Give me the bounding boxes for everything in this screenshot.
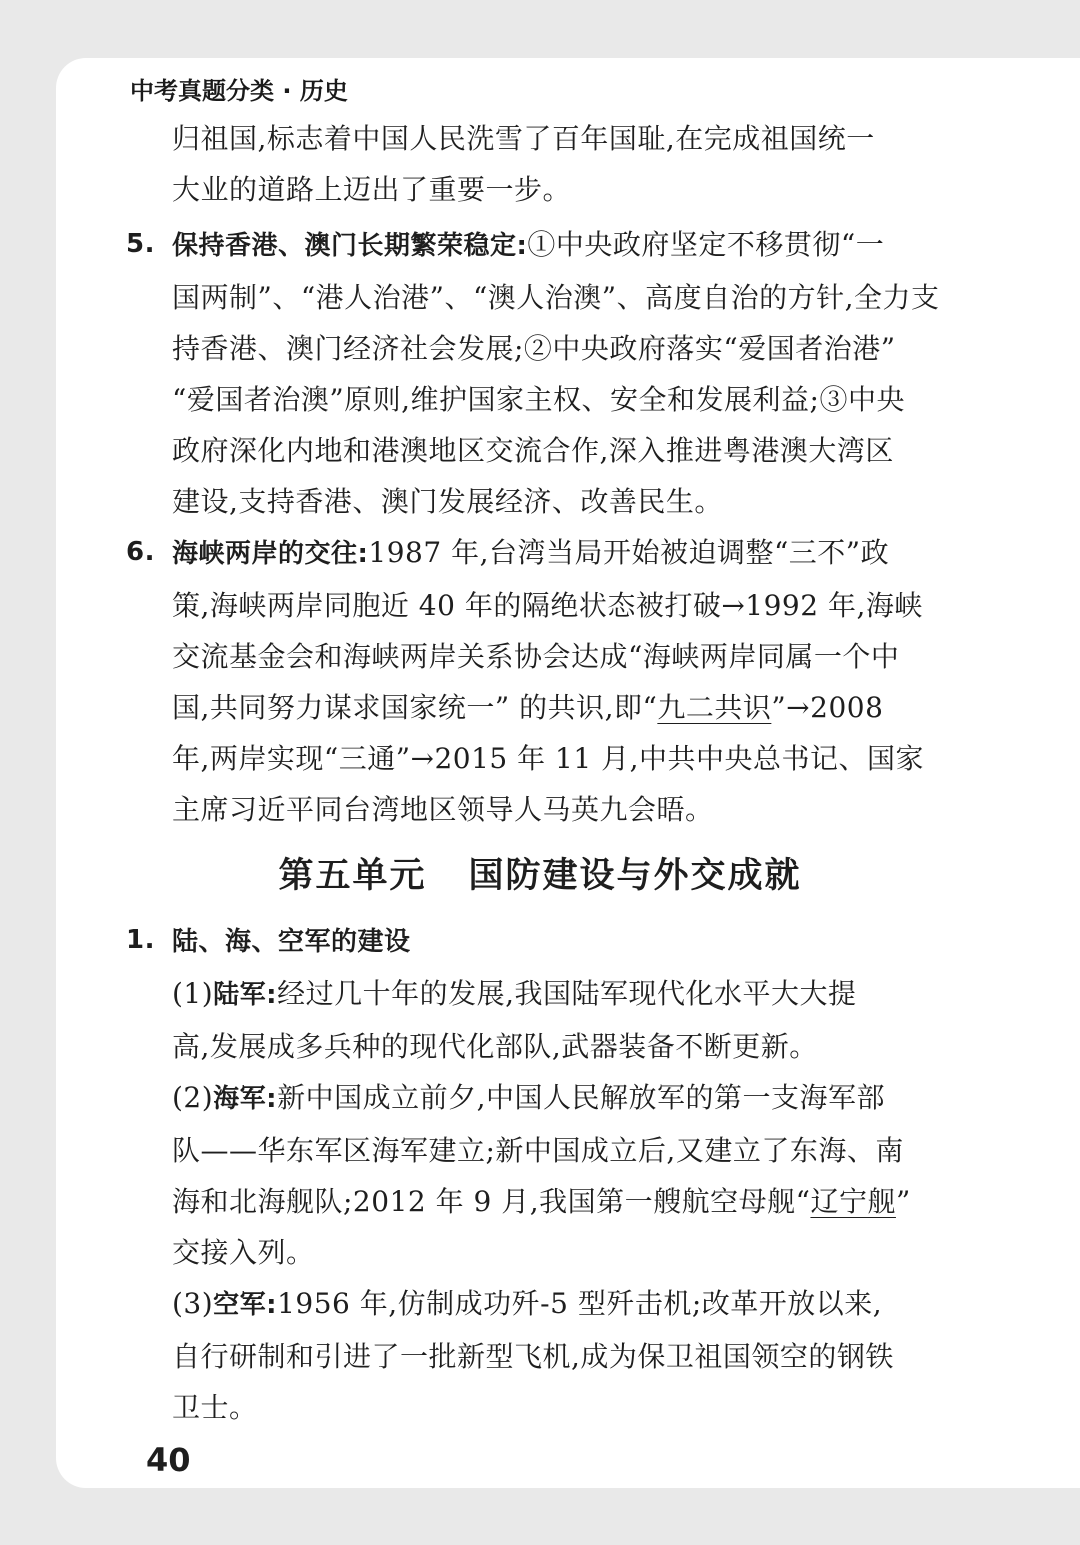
navy-text: ” xyxy=(895,1185,911,1218)
item-6-text: ”→2008 xyxy=(771,691,884,724)
item-5-line: 建设,支持香港、澳门发展经济、改善民生。 xyxy=(172,485,723,518)
item-5-first-line xyxy=(0,219,950,272)
item-6-line: 交流基金会和海峡两岸关系协会达成“海峡两岸同属一个中 xyxy=(172,640,900,673)
airforce-prefix: (3) xyxy=(172,1287,214,1320)
item-5-line: 持香港、澳门经济社会发展;②中央政府落实“爱国者治港” xyxy=(172,332,896,365)
airforce-text: 1956 年,仿制成功歼-5 型歼击机;改革开放以来, xyxy=(277,1287,883,1320)
navy-first-line xyxy=(0,1072,950,1125)
page-number: 40 xyxy=(146,1441,191,1479)
item-5-title: 保持香港、澳门长期繁荣稳定: xyxy=(172,231,528,261)
navy-line xyxy=(0,1176,950,1227)
navy-line: 交接入列。 xyxy=(172,1236,315,1269)
army-line: 高,发展成多兵种的现代化部队,武器装备不断更新。 xyxy=(172,1030,818,1063)
key-term-liaoning: 辽宁舰 xyxy=(810,1185,896,1218)
key-term-92-consensus: 九二共识 xyxy=(657,691,772,724)
navy-text: 海和北海舰队;2012 年 9 月,我国第一艘航空母舰“ xyxy=(172,1185,811,1218)
airforce-line: 自行研制和引进了一批新型飞机,成为保卫祖国领空的钢铁 xyxy=(172,1340,894,1373)
airforce-line: 卫士。 xyxy=(172,1391,258,1424)
army-label: 陆军: xyxy=(213,980,278,1010)
item-6 xyxy=(0,527,1080,835)
section-1-number: 1. xyxy=(126,925,155,955)
item-5-number: 5. xyxy=(126,229,155,259)
army-first-line xyxy=(0,968,950,1021)
item-5-line: 国两制”、“港人治港”、“澳人治澳”、高度自治的方针,全力支 xyxy=(172,281,940,314)
navy-line: 队——华东军区海军建立;新中国成立后,又建立了东海、南 xyxy=(172,1134,904,1167)
item-6-first-line xyxy=(0,527,950,580)
item-6-line: 主席习近平同台湾地区领导人马英九会晤。 xyxy=(172,793,714,826)
item-5-text: ①中央政府坚定不移贯彻“一 xyxy=(527,228,885,261)
item-6-title: 海峡两岸的交往: xyxy=(172,539,369,569)
section-1-title: 陆、海、空军的建设 xyxy=(172,927,411,957)
page-content xyxy=(0,113,1080,1433)
army-prefix: (1) xyxy=(172,977,214,1010)
section-1-heading xyxy=(0,915,950,968)
airforce-label: 空军: xyxy=(213,1290,278,1320)
item-5-line: 政府深化内地和港澳地区交流合作,深入推进粤港澳大湾区 xyxy=(172,434,894,467)
item-6-text: 国,共同努力谋求国家统一” 的共识,即“ xyxy=(172,691,658,724)
navy-label: 海军: xyxy=(213,1084,278,1114)
item-6-line xyxy=(0,682,950,733)
intro-line: 归祖国,标志着中国人民洗雪了百年国耻,在完成祖国统一 xyxy=(172,122,875,155)
chapter-title: 国防建设与外交成就 xyxy=(468,856,802,896)
chapter-unit: 第五单元 xyxy=(278,856,427,896)
item-6-number: 6. xyxy=(126,537,155,567)
navy-prefix: (2) xyxy=(172,1081,214,1114)
section-1 xyxy=(0,915,1080,1433)
item-5-line: “爱国者治澳”原则,维护国家主权、安全和发展利益;③中央 xyxy=(172,383,905,416)
item-6-text: 1987 年,台湾当局开始被迫调整“三不”政 xyxy=(368,536,890,569)
item-6-line: 年,两岸实现“三通”→2015 年 11 月,中共中央总书记、国家 xyxy=(172,742,924,775)
item-5 xyxy=(0,219,1080,527)
army-text: 经过几十年的发展,我国陆军现代化水平大大提 xyxy=(277,977,857,1010)
book-header: 中考真题分类 · 历史 xyxy=(130,77,348,105)
intro-line: 大业的道路上迈出了重要一步。 xyxy=(172,173,572,206)
chapter-heading xyxy=(0,851,1080,901)
item-6-line: 策,海峡两岸同胞近 40 年的隔绝状态被打破→1992 年,海峡 xyxy=(172,589,923,622)
airforce-first-line xyxy=(0,1278,950,1331)
navy-text: 新中国成立前夕,中国人民解放军的第一支海军部 xyxy=(277,1081,885,1114)
